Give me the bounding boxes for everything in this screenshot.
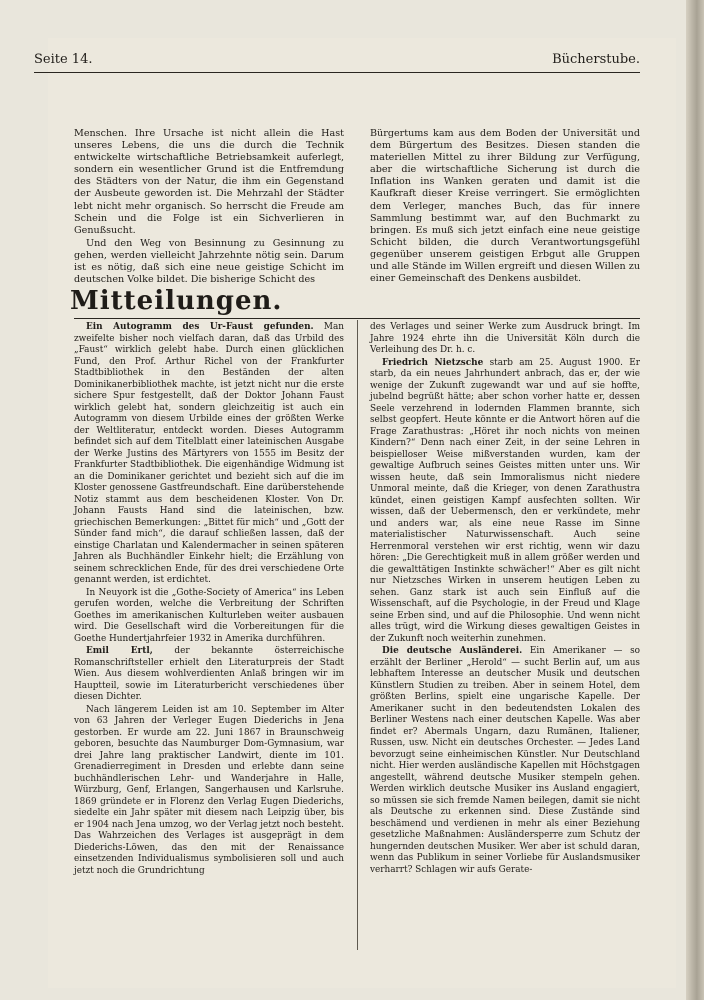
header-rule — [34, 72, 640, 73]
news-item — [370, 322, 640, 357]
page-number: Seite 14. — [34, 52, 93, 67]
news-text: Man zweifelte bisher noch vielfach daran, daß das Urbild des „Faust“ wirklich gelebt habe. Durch einen glücklichen Fund, den Prof. Arthur Richel von der Frankfurter Stadtbibliothek in den Beständen der alten Dominikanerbibliothek machte, ist jetzt nicht nur die erste sichere Spur festgestellt, daß der Doktor Johann Faust wirklich gelebt hat, sondern gleichzeitig ist auch ein Autogramm von diesem Urbilde eines der größten Werke der Weltliteratur, entdeckt worden. Dieses Autogramm befindet sich auf dem Titelblatt einer lateinischen Ausgabe der Werke Justins des Märtyrers von 1555 im Besitz der Frankfurter Stadtbibliothek. Die eigenhändige Widmung ist an die Dominikaner gerichtet und bezieht sich auf die im Kloster genossene Gastfreundschaft. Eine darüberstehende Notiz stammt aus dem bescheidenen Kloster. Von Dr. Johann Fausts Hand sind die lateinischen, bzw. griechischen Bemerkungen: „Bittet für mich“ und „Gott der Sünder fand mich“, die darauf schließen lassen, daß der einstige Charlatan und Kalendermacher in seinen späteren Jahren als Buchhändler Einkehr hielt; die Erzählung von seinem schrecklichen Ende, für des drei verschiedene Orte genannt werden, ist erdichtet. — [74, 322, 345, 585]
news-text: Ein Amerikaner — so erzählt der Berliner „Herold“ — sucht Berlin auf, um aus lebhaftem Interesse an deutscher Musik und deutschen Künstlern Studien zu treiben. Aber in seinem Hotel, dem größten Berlins, spielt eine ungarische Kapelle. Der Amerikaner sucht in den bedeutendsten Lokalen des Berliner Westens nach einer deutschen Kapelle. Was aber findet er? Abermals Ungarn, dazu Rumänen, Italiener, Russen, usw. Nicht ein deutsches Orchester. — Jedes Land bevorzugt seine einheimischen Künstler. Nur Deutschland nicht. Hier werden ausländische Kapellen mit Höchstgagen angestellt, während deutsche Musiker stempeln gehen. Werden wirklich deutsche Musiker ins Ausland engagiert, so müssen sie sich fremde Namen beilegen, damit sie nicht als Deutsche zu erkennen sind. Diese Zustände sind beschämend und verdienen in mehr als einer Beziehung gesetzliche Maßnahmen: Ausländersperre zum Schutz der hungernden deutschen Musiker. Wer aber ist schuld daran, wenn das Publikum in seiner Vorliebe für Auslandsmusiker verharrt? Schlagen wir aufs Gerate- — [370, 646, 640, 875]
paragraph: Menschen. Ihre Ursache ist nicht allein die Hast unseres Lebens, die uns die durch die Technik entwickelte wirtschaftliche Betriebsamkeit auferlegt, sondern ein wesentlicher Grund ist die Entfremdung des Städters von der Natur, die ihm ein Gegenstand der Ausbeute geworden ist. Die Mehrzahl der Städter lebt nicht mehr organisch. So herrscht die Freude am Schein und die Folge ist ein Sichverlieren in Genußsucht. — [74, 128, 344, 236]
news-text: der bekannte österreichische Romanschriftsteller erhielt den Literaturpreis der Stadt Wien. Aus diesem wohlverdienten Anlaß bringen wir im Hauptteil, sowie im Literaturbericht verschiedenes über diesen Dichter. — [74, 646, 344, 702]
news-item — [370, 358, 640, 646]
news-item — [74, 322, 344, 587]
news-item — [74, 705, 344, 878]
top-right-column — [370, 128, 640, 285]
news-item — [74, 588, 344, 646]
top-left-column — [74, 128, 344, 286]
news-lead: Ein Autogramm des Ur-Faust gefunden. — [86, 322, 314, 332]
running-title: Bücherstube. — [552, 52, 640, 67]
news-lead: Die deutsche Ausländerei. — [382, 646, 523, 656]
news-text: starb am 25. August 1900. Er starb, da ein neues Jahrhundert anbrach, das er, der wie wenige der Zukunft zugewandt war und auf sie hoffte, jubelnd begrüßt hätte; aber schon vorher hatte er, dessen Seele verzehrend in lodernden Flammen brannte, sich selbst geopfert. Heute könnte er die Antwort hören auf die Frage Zarathustras: „Höret ihr noch nichts von meinen Kindern?“ Denn nach einer Zeit, in der seine Lehren in beispielloser Weise mißverstanden wurden, kam der gewaltige Aufbruch seines Geistes mitten unter uns. Wir wissen heute, daß sein Immoralismus nicht niedere Unmoral meinte, daß die Krieger, von denen Zarathustra kündet, einen geistigen Kampf ausfechten sollten. Wir wissen, daß der Uebermensch, den er verkündete, mehr und anders war, als eine neue Rasse im Sinne materialistischer Naturwissenschaft. Auch seine Herrenmoral verstehen wir erst richtig, wenn wir dazu hören: „Die Gerechtigkeit muß in allem größer werden und die gewalttätigen Instinkte schwächer!“ Aber es gilt nicht nur Nietzsches Wirken in unserem heutigen Leben zu sehen. Ganz stark ist auch sein Einfluß auf die Wissenschaft, auf die Psychologie, in der Freud und Klage seine Erben sind, und auf die Philosophie. Und wenn nicht alles trügt, wird die Wirkung dieses gewaltigen Geistes in der Zukunft noch weiterhin zunehmen. — [370, 357, 641, 644]
news-item — [74, 646, 344, 704]
news-item — [370, 646, 640, 876]
paragraph: Und den Weg von Besinnung zu Gesinnung zu gehen, werden vielleicht Jahrzehnte nötig sein. Darum ist es nötig, daß sich eine neue geistige Schicht im deutschen Volke bildet. Die bisherige Schicht des — [74, 237, 344, 286]
news-text: des Verlages und seiner Werke zum Ausdruck bringt. Im Jahre 1924 ehrte ihn die Universität Köln durch die Verleihung des Dr. h. c. — [370, 322, 640, 355]
section-rule — [74, 318, 640, 319]
right-news-column — [370, 322, 640, 876]
news-text: Nach längerem Leiden ist am 10. September im Alter von 63 Jahren der Verleger Eugen Diederichs in Jena gestorben. Er wurde am 22. Juni 1867 in Braunschweig geboren, besuchte das Naumburger Dom-Gymnasium, war drei Jahre lang praktischer Landwirt, diente im 101. Grenadierregiment in Dresden und erlebte dann seine buchhändlerischen Lehr- und Wanderjahre in Halle, Würzburg, Genf, Erlangen, Sangerhausen und Karlsruhe. 1869 gründete er in Florenz den Verlag Eugen Diederichs, siedelte ein Jahr später mit diesem nach Leipzig über, bis er 1904 nach Jena umzog, wo der Verlag jetzt noch besteht. Das Wahrzeichen des Verlages ist ausgeprägt in dem Diederichs-Löwen, das den mit der Renaissance einsetzenden Individualismus symbolisieren soll und auch jetzt noch die Grundrichtung — [74, 704, 344, 876]
news-lead: Friedrich Nietzsche — [382, 357, 484, 368]
section-title: Mitteilungen. — [70, 286, 283, 316]
news-lead: Emil Ertl, — [86, 646, 153, 656]
paragraph: Bürgertums kam aus dem Boden der Universität und dem Bürgertum des Besitzes. Diesen standen die materiellen Mittel zu ihrer Bildung zur Verfügung, aber die wirtschaftliche Sicherung ist durch die Inflation ins Wanken geraten und damit ist die Kaufkraft dieser Kreise verringert. Sie ermöglichten dem Verleger, manches Buch, das für innere Sammlung bestimmt war, auf den Buchmarkt zu bringen. Es muß sich jetzt einfach eine neue geistige Schicht bilden, die durch Verantwortungsgefühl gegenüber unserem geistigen Erbgut alle Gruppen und alle Stände im Willen ergreift und diesen Willen zu einer Gemeinschaft des Denkens ausbildet. — [370, 128, 640, 285]
column-divider — [357, 320, 358, 950]
news-text: In Neuyork ist die „Gothe-Society of America“ ins Leben gerufen worden, welche die Verbreitung der Schriften Goethes im amerikanischen Kulturleben weiter ausbauen wird. Die Gesellschaft wird die Vorbereitungen für die Goethe Hundertjahrfeier 1932 in Amerika durchführen. — [74, 587, 344, 644]
book-spine-shadow — [686, 0, 704, 1000]
page-header — [34, 52, 640, 74]
left-news-column — [74, 322, 344, 877]
